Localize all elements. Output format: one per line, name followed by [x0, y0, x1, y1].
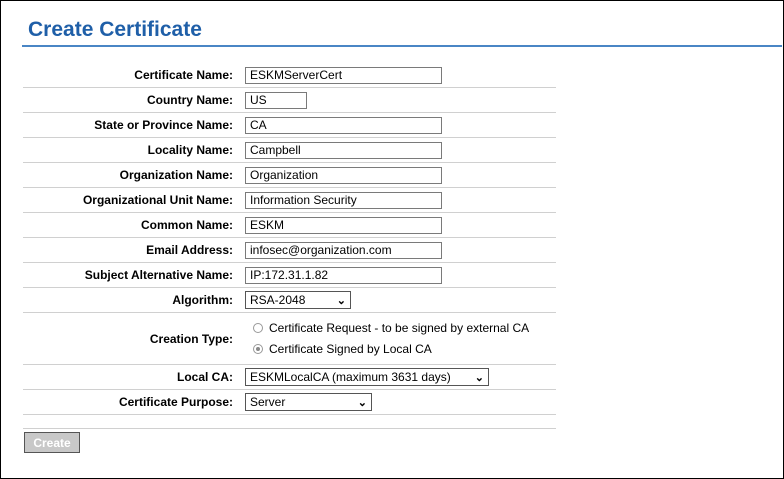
common-name-row	[23, 213, 556, 238]
algorithm-selected-value: RSA-2048	[250, 293, 306, 307]
creation-type-option-external[interactable]	[253, 321, 529, 335]
organization-row	[23, 163, 556, 188]
san-row	[23, 263, 556, 288]
state-row	[23, 113, 556, 138]
org-unit-input[interactable]: Information Security	[245, 192, 442, 209]
email-row	[23, 238, 556, 263]
common-name-label: Common Name:	[140, 218, 233, 232]
local-ca-select[interactable]	[245, 368, 489, 386]
form-bottom-spacer	[23, 415, 556, 429]
creation-type-radio-group	[245, 321, 529, 356]
create-button[interactable]: Create	[24, 432, 80, 453]
radio-local-ca[interactable]	[253, 344, 263, 354]
local-ca-selected-value: ESKMLocalCA (maximum 3631 days)	[250, 370, 451, 384]
common-name-input[interactable]: ESKM	[245, 217, 442, 234]
radio-external-ca[interactable]	[253, 323, 263, 333]
organization-label: Organization Name:	[119, 168, 233, 182]
locality-label: Locality Name:	[147, 143, 233, 157]
org-unit-label: Organizational Unit Name:	[82, 193, 233, 207]
algorithm-row	[23, 288, 556, 313]
email-input[interactable]: infosec@organization.com	[245, 242, 442, 259]
algorithm-select[interactable]	[245, 291, 351, 309]
page-title: Create Certificate	[28, 18, 202, 41]
radio-local-ca-label: Certificate Signed by Local CA	[269, 342, 432, 356]
state-input[interactable]: CA	[245, 117, 442, 134]
country-name-label: Country Name:	[146, 93, 233, 107]
email-label: Email Address:	[146, 243, 233, 257]
state-label: State or Province Name:	[94, 118, 233, 132]
san-label: Subject Alternative Name:	[84, 268, 233, 282]
create-certificate-form	[23, 63, 556, 429]
purpose-label: Certificate Purpose:	[118, 395, 233, 409]
chevron-down-icon: ⌄	[336, 294, 346, 307]
certificate-name-input[interactable]: ESKMServerCert	[245, 67, 442, 84]
certificate-name-label: Certificate Name:	[134, 68, 233, 82]
certificate-name-row	[23, 63, 556, 88]
local-ca-label: Local CA:	[176, 370, 233, 384]
local-ca-row	[23, 365, 556, 390]
organization-input[interactable]: Organization	[245, 167, 442, 184]
radio-external-ca-label: Certificate Request - to be signed by external CA	[269, 321, 530, 335]
purpose-row	[23, 390, 556, 415]
purpose-selected-value: Server	[250, 395, 286, 409]
locality-input[interactable]: Campbell	[245, 142, 442, 159]
country-name-row	[23, 88, 556, 113]
creation-type-row	[23, 313, 556, 365]
purpose-select[interactable]	[245, 393, 372, 411]
locality-row	[23, 138, 556, 163]
creation-type-option-local[interactable]	[253, 342, 529, 356]
title-divider	[22, 45, 782, 47]
country-name-input[interactable]: US	[245, 92, 307, 109]
chevron-down-icon: ⌄	[474, 371, 484, 384]
org-unit-row	[23, 188, 556, 213]
san-input[interactable]: IP:172.31.1.82	[245, 267, 442, 284]
chevron-down-icon: ⌄	[357, 396, 367, 409]
creation-type-label: Creation Type:	[149, 331, 233, 346]
algorithm-label: Algorithm:	[172, 293, 233, 307]
